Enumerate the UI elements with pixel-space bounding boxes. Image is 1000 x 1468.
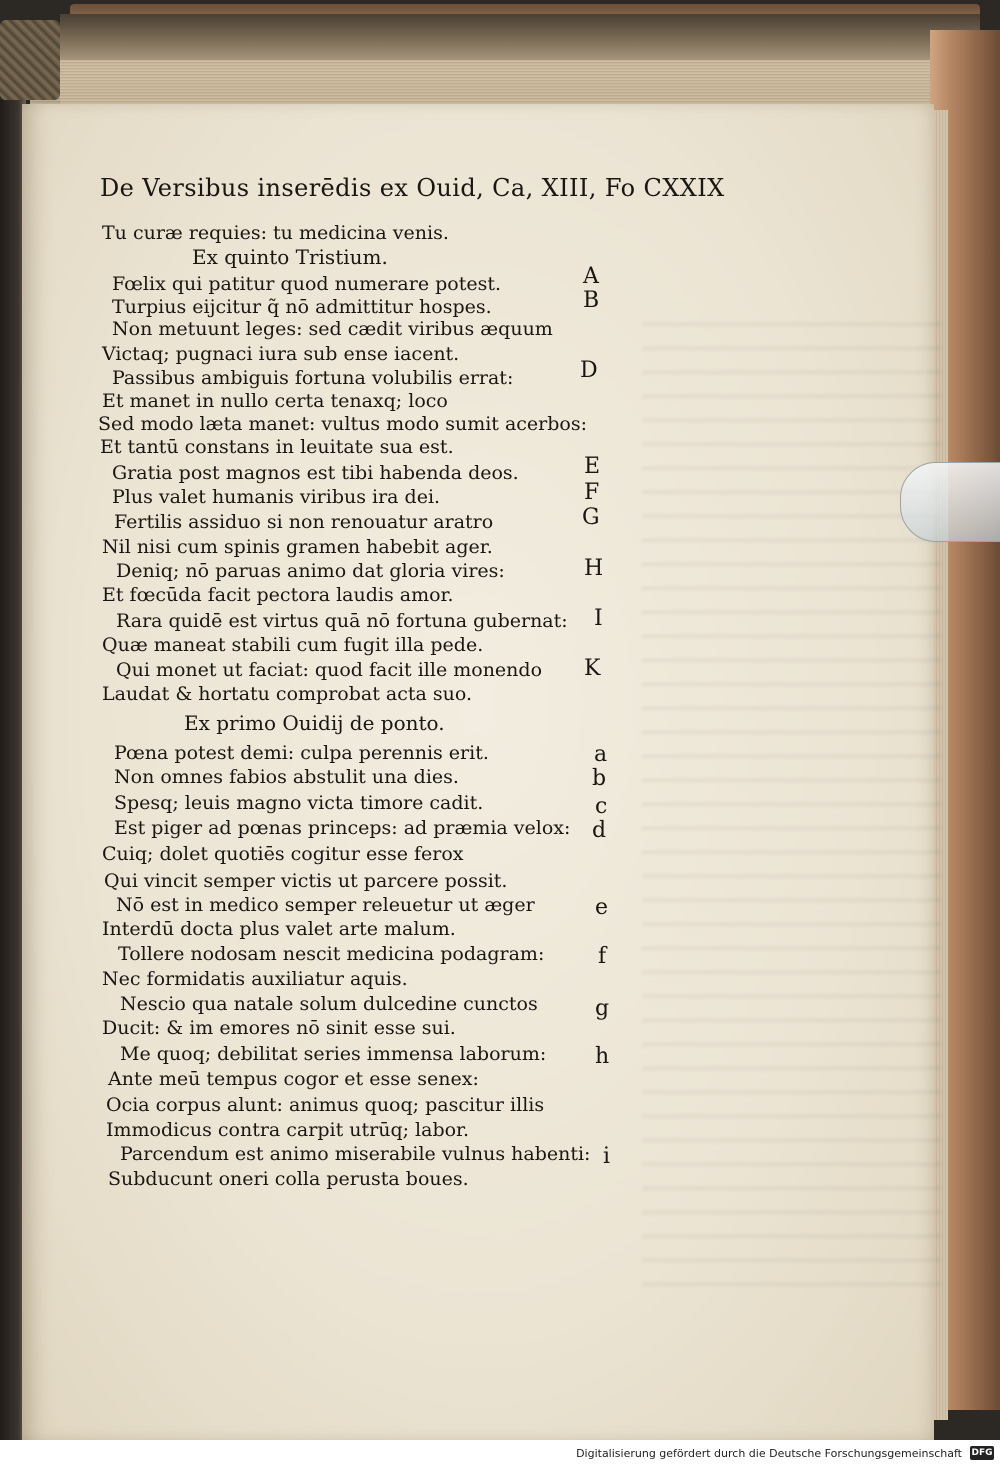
running-head: De Versibus inserēdis ex Ouid, Ca, XIII, Fo CXXIX [100, 174, 725, 202]
margin-letter: h [595, 1044, 610, 1069]
margin-letter: F [584, 480, 600, 505]
text-line: Subducunt oneri colla perusta boues. [108, 1168, 469, 1190]
section-heading: Ex quinto Tristium. [192, 245, 388, 269]
text-line: Deniq; nō paruas animo dat gloria vires: [116, 560, 505, 582]
text-line: Ducit: & im emores nō sinit esse sui. [102, 1017, 456, 1039]
text-line: Non omnes fabios abstulit una dies. [114, 766, 459, 788]
text-line: Pœna potest demi: culpa perennis erit. [114, 742, 489, 764]
text-line: Nec formidatis auxiliatur aquis. [102, 968, 408, 990]
text-line: Ante meū tempus cogor et esse senex: [108, 1068, 479, 1090]
margin-letter: K [584, 656, 601, 681]
text-line: Nescio qua natale solum dulcedine cunctos [120, 993, 538, 1015]
text-line: Tollere nodosam nescit medicina podagram: [118, 943, 545, 965]
text-line: Interdū docta plus valet arte malum. [102, 918, 456, 940]
show-through [642, 304, 942, 1304]
text-line: Ocia corpus alunt: animus quoq; pascitur illis [106, 1094, 545, 1116]
text-line: Et fœcūda facit pectora laudis amor. [102, 584, 454, 606]
margin-letter: E [584, 454, 601, 479]
text-line: Cuiq; dolet quotiēs cogitur esse ferox [102, 843, 464, 865]
text-line: Qui vincit semper victis ut parcere possit. [104, 870, 508, 892]
text-line: Victaq; pugnaci iura sub ense iacent. [102, 343, 460, 365]
margin-letter: H [584, 556, 604, 581]
text-line: Fœlix qui patitur quod numerare potest. [112, 273, 502, 295]
margin-letter: a [594, 742, 608, 767]
margin-letter: B [583, 288, 600, 313]
text-line: Non metuunt leges: sed cædit viribus æquum [112, 318, 553, 340]
text-line: Et tantū constans in leuitate sua est. [100, 436, 454, 458]
funding-credit: Digitalisierung gefördert durch die Deutsche Forschungsgemeinschaft [576, 1447, 962, 1460]
text-line: Tu curæ requies: tu medicina venis. [102, 222, 449, 244]
margin-letter: e [595, 895, 609, 920]
text-line: Fertilis assiduo si non renouatur aratro [114, 511, 494, 533]
text-line: Spesq; leuis magno victa timore cadit. [114, 792, 484, 814]
margin-letter: D [580, 358, 598, 383]
text-line: Sed modo læta manet: vultus modo sumit acerbos: [98, 413, 588, 435]
page-clip [900, 462, 1000, 542]
text-line: Nil nisi cum spinis gramen habebit ager. [102, 536, 493, 558]
text-line: Et manet in nullo certa tenaxq; loco [102, 390, 448, 412]
margin-letter: b [592, 766, 607, 791]
margin-letter: g [595, 996, 610, 1021]
margin-letter: i [603, 1144, 611, 1169]
text-line: Rara quidē est virtus quā nō fortuna gubernat: [116, 610, 568, 632]
text-line: Qui monet ut faciat: quod facit ille monendo [116, 659, 543, 681]
clasp-strap [0, 20, 60, 100]
text-line: Me quoq; debilitat series immensa laborum: [120, 1043, 547, 1065]
text-line: Passibus ambiguis fortuna volubilis errat: [112, 367, 514, 389]
text-line: Gratia post magnos est tibi habenda deos. [112, 462, 519, 484]
dfg-logo: DFG [971, 1448, 993, 1458]
margin-letter: G [582, 505, 600, 530]
text-line: Quæ maneat stabili cum fugit illa pede. [102, 634, 484, 656]
text-line: Nō est in medico semper releuetur ut æger [116, 894, 535, 916]
section-heading: Ex primo Ouidij de ponto. [184, 711, 445, 735]
margin-letter: c [595, 794, 608, 819]
text-line: Turpius eijcitur q̃ nō admittitur hospes. [112, 296, 492, 318]
text-line: Laudat & hortatu comprobat acta suo. [102, 683, 472, 705]
margin-letter: I [594, 606, 603, 631]
text-line: Parcendum est animo miserabile vulnus habenti: [120, 1143, 591, 1165]
margin-letter: A [583, 264, 599, 289]
margin-letter: f [598, 944, 607, 969]
text-line: Immodicus contra carpit utrūq; labor. [106, 1119, 470, 1141]
margin-letter: d [592, 818, 607, 843]
text-line: Plus valet humanis viribus ira dei. [112, 486, 441, 508]
text-line: Est piger ad pœnas princeps: ad præmia velox: [114, 817, 571, 839]
